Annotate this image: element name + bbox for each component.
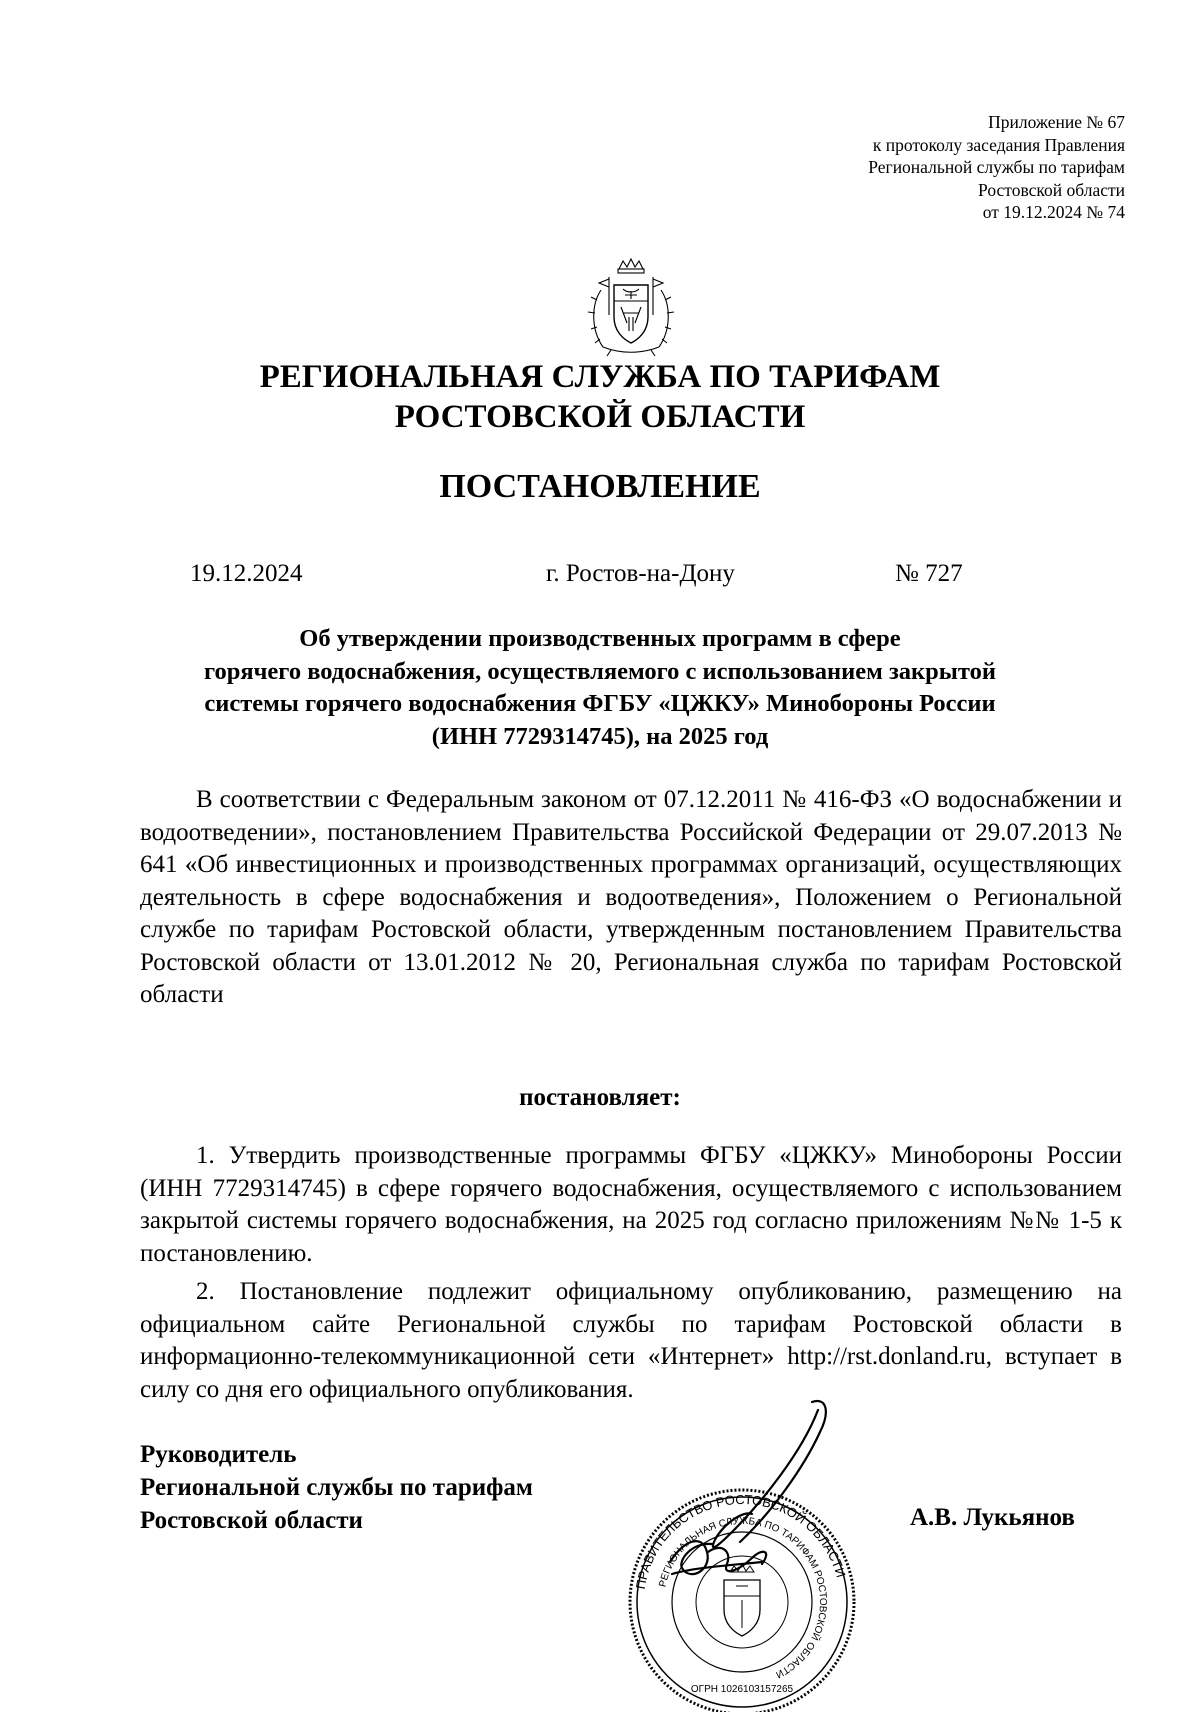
document-subject xyxy=(0,623,1200,753)
rostov-oblast-coat-of-arms-icon xyxy=(581,255,681,360)
seal-inner-text: РЕГИОНАЛЬНАЯ СЛУЖБА ПО ТАРИФАМ РОСТОВСКОЙ ОБЛАСТИ xyxy=(657,1515,829,1680)
seal-ogrn: ОГРН 1026103157265 xyxy=(690,1684,794,1695)
organization-name-line1: РЕГИОНАЛЬНАЯ СЛУЖБА ПО ТАРИФАМ xyxy=(259,359,941,395)
subject-line: горячего водоснабжения, осуществляемого с использованием закрытой xyxy=(203,657,997,685)
resolution-item-1: 1. Утвердить производственные программы ФГБУ «ЦЖКУ» Минобороны России (ИНН 7729314745) в сфере горячего водоснабжения, осуществляемого с использованием закрытой системы горячего водоснабжения, на 2025 год согласно приложениям №№ 1-5 к постановлению. xyxy=(140,1142,1122,1267)
document-meta-row xyxy=(0,560,1200,596)
decree-word: постановляет: xyxy=(519,1084,681,1111)
signatory-name: А.В. Лукьянов xyxy=(910,1504,1075,1531)
organization-name-line2: РОСТОВСКОЙ ОБЛАСТИ xyxy=(394,399,806,435)
annex-reference xyxy=(725,111,1125,224)
annex-line: от 19.12.2024 № 74 xyxy=(982,202,1125,222)
signatory-title xyxy=(140,1438,533,1537)
preamble-paragraph: В соответствии с Федеральным законом от 07.12.2011 № 416-ФЗ «О водоснабжении и водоотведении», постановлением Правительства Российской Федерации от 29.07.2013 № 641 «Об инвестиционных и производственных программах организаций, осуществляющих деятельность в сфере водоснабжения и водоотведения», Положением о Региональной службе по тарифам Ростовской области, утвержденным постановлением Правительства Ростовской области от 13.01.2012 № 20, Региональная служба по тарифам Ростовской области xyxy=(140,786,1122,1008)
signatory-title-line: Региональной службы по тарифам xyxy=(140,1474,533,1501)
subject-line: (ИНН 7729314745), на 2025 год xyxy=(431,722,769,750)
official-round-seal-icon xyxy=(612,1392,872,1712)
annex-line: Ростовской области xyxy=(978,179,1125,200)
signatory-title-line: Ростовской области xyxy=(140,1507,363,1534)
annex-line: Региональной службы по тарифам xyxy=(868,157,1125,177)
document-city: г. Ростов-на-Дону xyxy=(546,560,735,587)
annex-line: Приложение № 67 xyxy=(988,112,1125,132)
resolution-item-2: 2. Постановление подлежит официальному опубликованию, размещению на официальном сайте Региональной службы по тарифам Ростовской области в информационно-телекоммуникационной сети «Интернет» http://rst.donland.ru, вступает в силу со дня его официального опубликования. xyxy=(140,1278,1122,1403)
annex-line: к протоколу заседания Правления xyxy=(872,134,1125,155)
document-number: № 727 xyxy=(895,560,963,587)
seal-outer-text: ПРАВИТЕЛЬСТВО РОСТОВСКОЙ ОБЛАСТИ xyxy=(632,1491,849,1591)
document-date: 19.12.2024 xyxy=(190,560,303,587)
document-type: ПОСТАНОВЛЕНИЕ xyxy=(439,468,761,505)
subject-line: системы горячего водоснабжения ФГБУ «ЦЖКУ» Минобороны России xyxy=(204,690,996,717)
subject-line: Об утверждении производственных программ в сфере xyxy=(299,625,901,652)
signatory-title-line: Руководитель xyxy=(140,1441,297,1468)
